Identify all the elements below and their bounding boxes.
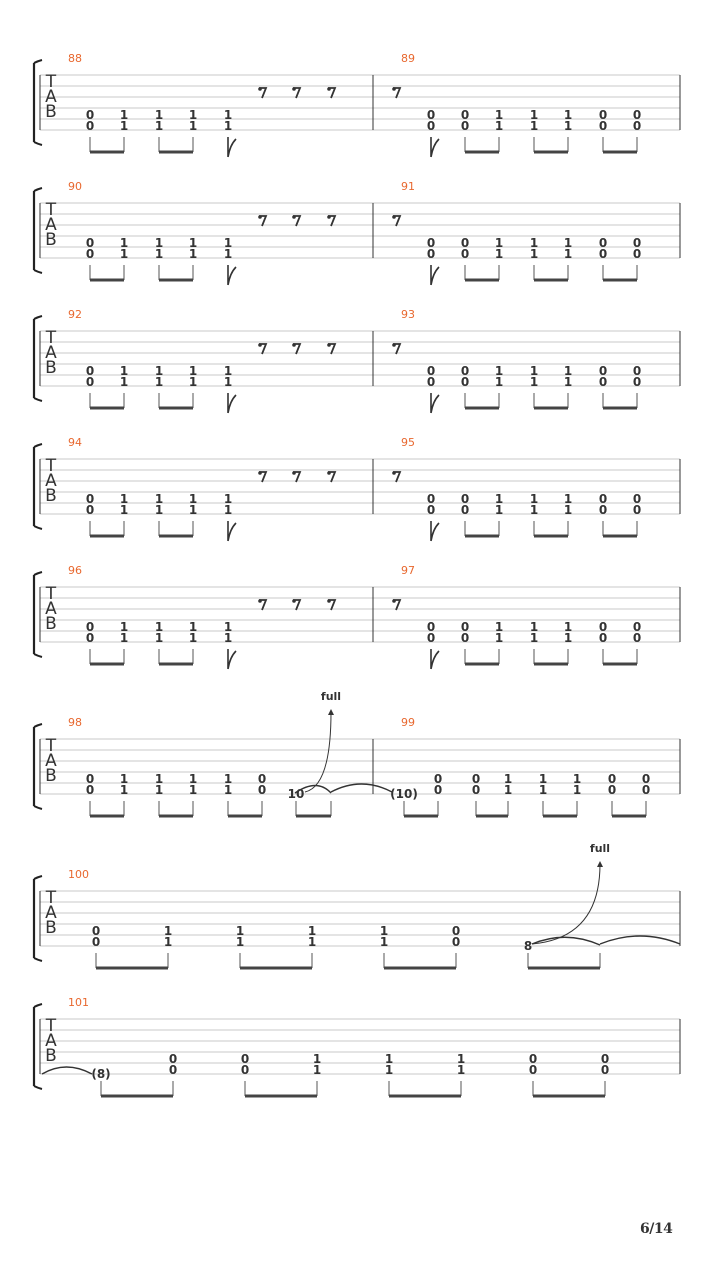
fret-number: 0 (632, 620, 642, 634)
fret-number: 0 (528, 1063, 538, 1077)
fret-number: 1 (119, 119, 129, 133)
fret-number: 0 (598, 247, 608, 261)
fret-number: 1 (529, 364, 539, 378)
bracket-bottom-curl (34, 1086, 42, 1089)
tab-system (34, 308, 680, 413)
fret-number: 1 (494, 108, 504, 122)
fret-number: 0 (433, 772, 443, 786)
measure-number: 97 (401, 564, 415, 577)
fret-number: 1 (563, 119, 573, 133)
fret-number: 0 (240, 1063, 250, 1077)
bracket-top-curl (34, 876, 42, 879)
fret-number: 1 (188, 783, 198, 797)
rest-dot (258, 599, 262, 603)
rest-dot (292, 599, 296, 603)
tab-clef-letter: B (45, 102, 57, 122)
rest-dot (327, 87, 331, 91)
rest-dot (327, 343, 331, 347)
fret-number: 1 (163, 924, 173, 938)
tab-system (34, 180, 680, 285)
tab-system (34, 564, 680, 669)
bracket-bottom-curl (34, 654, 42, 657)
measure-number: 92 (68, 308, 82, 321)
fret-number: 1 (119, 631, 129, 645)
fret-number: 1 (312, 1052, 322, 1066)
fret-number: 0 (460, 631, 470, 645)
fret-number: 1 (538, 772, 548, 786)
fret-number: 1 (119, 772, 129, 786)
measure-number: 88 (68, 52, 82, 65)
fret-number: 1 (154, 772, 164, 786)
fret-number: 1 (563, 631, 573, 645)
measure-number: 99 (401, 716, 415, 729)
fret-number: 1 (154, 503, 164, 517)
note-flag-icon (431, 137, 439, 157)
fret-number: 0 (85, 108, 95, 122)
note-flag-icon (228, 649, 236, 669)
tie-arc (331, 784, 392, 792)
fret-number: 1 (384, 1063, 394, 1077)
fret-number: 1 (119, 620, 129, 634)
tab-clef-letter: A (45, 87, 57, 107)
fret-number: 0 (85, 364, 95, 378)
bend-arrow (532, 864, 600, 944)
fret-number: 1 (188, 631, 198, 645)
tab-clef-letter: A (45, 343, 57, 363)
fret-number: 0 (632, 503, 642, 517)
page-number: 6/14 (640, 1221, 673, 1237)
fret-number: 0 (460, 247, 470, 261)
fret-number: 0 (460, 364, 470, 378)
fret-number: 0 (168, 1063, 178, 1077)
fret-number: 1 (529, 247, 539, 261)
fret-number: 0 (168, 1052, 178, 1066)
fret-number: 0 (257, 783, 267, 797)
tab-clef-letter: T (45, 456, 57, 476)
fret-number: 1 (154, 236, 164, 250)
fret-number: 1 (188, 247, 198, 261)
fret-number: 1 (529, 108, 539, 122)
rest-dot (292, 215, 296, 219)
rest-dot (392, 599, 396, 603)
fret-number: 1 (154, 108, 164, 122)
fret-number: 1 (163, 935, 173, 949)
fret-number: 0 (632, 375, 642, 389)
fret-number: 1 (538, 783, 548, 797)
fret-number: 1 (494, 364, 504, 378)
fret-number: 0 (460, 492, 470, 506)
rest-dot (292, 471, 296, 475)
fret-number: 1 (494, 492, 504, 506)
fret-number: 1 (223, 247, 233, 261)
tab-clef-letter: T (45, 584, 57, 604)
fret-number: 1 (223, 108, 233, 122)
fret-number: 1 (119, 108, 129, 122)
bend-arrow (305, 712, 331, 792)
fret-number: 0 (598, 119, 608, 133)
fret-number: 1 (494, 503, 504, 517)
rest-dot (258, 343, 262, 347)
fret-number: 1 (223, 492, 233, 506)
fret-number: 1 (494, 620, 504, 634)
fret-number: 0 (426, 375, 436, 389)
fret-number: 1 (529, 236, 539, 250)
fret-number: 1 (119, 375, 129, 389)
fret-number: 0 (426, 364, 436, 378)
fret-number: 1 (563, 236, 573, 250)
tab-clef-letter: A (45, 215, 57, 235)
fret-number: 1 (223, 364, 233, 378)
fret-number: 1 (494, 119, 504, 133)
fret-number: 1 (494, 247, 504, 261)
fret-number: 1 (223, 375, 233, 389)
fret-number: 1 (119, 492, 129, 506)
tie-arc (600, 936, 680, 944)
tie-arc (532, 937, 600, 945)
fret-number: 0 (600, 1052, 610, 1066)
fret-number: 0 (257, 772, 267, 786)
fret-number: 1 (563, 247, 573, 261)
fret-number: 1 (503, 783, 513, 797)
tab-clef-letter: A (45, 903, 57, 923)
fret-number: 1 (494, 631, 504, 645)
fret-number: 1 (503, 772, 513, 786)
bracket-top-curl (34, 188, 42, 191)
tab-clef-letter: B (45, 486, 57, 506)
note-flag-icon (228, 393, 236, 413)
bracket-bottom-curl (34, 142, 42, 145)
rest-dot (327, 599, 331, 603)
fret-number: 1 (529, 119, 539, 133)
measure-number: 90 (68, 180, 82, 193)
fret-number: 0 (632, 247, 642, 261)
fret-number: 0 (460, 119, 470, 133)
fret-number: 1 (223, 620, 233, 634)
bracket-top-curl (34, 572, 42, 575)
fret-number: 0 (471, 772, 481, 786)
fret-number: 0 (632, 119, 642, 133)
bracket-bottom-curl (34, 398, 42, 401)
fret-number: 1 (572, 783, 582, 797)
fret-number: 1 (529, 503, 539, 517)
fret-number: 0 (632, 492, 642, 506)
fret-number: 1 (307, 935, 317, 949)
fret-number: 1 (223, 503, 233, 517)
fret-number: 1 (307, 924, 317, 938)
fret-number: 1 (188, 503, 198, 517)
fret-number: 0 (607, 772, 617, 786)
fret-number: 1 (188, 119, 198, 133)
fret-number: 0 (598, 375, 608, 389)
fret-number: 1 (223, 119, 233, 133)
bracket-bottom-curl (34, 806, 42, 809)
fret-number: 0 (632, 364, 642, 378)
fret-number: 1 (223, 236, 233, 250)
bracket-top-curl (34, 60, 42, 63)
rest-dot (392, 471, 396, 475)
fret-number: 1 (312, 1063, 322, 1077)
tab-clef-letter: B (45, 358, 57, 378)
fret-number: 1 (188, 108, 198, 122)
bend-label: full (320, 690, 342, 703)
fret-number: (8) (91, 1067, 111, 1081)
rest-dot (258, 471, 262, 475)
fret-number: 1 (456, 1052, 466, 1066)
fret-number: 1 (119, 783, 129, 797)
fret-number: 0 (240, 1052, 250, 1066)
fret-number: 1 (563, 620, 573, 634)
fret-number: 0 (460, 375, 470, 389)
fret-number: 0 (460, 236, 470, 250)
bracket-top-curl (34, 316, 42, 319)
fret-number: 1 (188, 364, 198, 378)
fret-number: 1 (379, 924, 389, 938)
fret-number: 1 (529, 492, 539, 506)
fret-number: 0 (433, 783, 443, 797)
fret-number: 0 (426, 247, 436, 261)
rest-dot (392, 215, 396, 219)
fret-number: 1 (529, 631, 539, 645)
fret-number: 0 (426, 492, 436, 506)
fret-number: 8 (523, 939, 533, 953)
rest-dot (392, 343, 396, 347)
fret-number: 0 (426, 620, 436, 634)
fret-number: 10 (287, 787, 305, 801)
fret-number: 1 (119, 236, 129, 250)
tab-clef-letter: T (45, 736, 57, 756)
fret-number: 0 (85, 119, 95, 133)
fret-number: 0 (85, 783, 95, 797)
note-flag-icon (431, 521, 439, 541)
fret-number: 1 (456, 1063, 466, 1077)
fret-number: 1 (563, 492, 573, 506)
measure-number: 94 (68, 436, 82, 449)
fret-number: 0 (85, 375, 95, 389)
tab-system (34, 996, 680, 1096)
fret-number: 1 (563, 364, 573, 378)
fret-number: 0 (85, 247, 95, 261)
fret-number: 0 (641, 772, 651, 786)
fret-number: 1 (188, 375, 198, 389)
bracket-bottom-curl (34, 958, 42, 961)
note-flag-icon (431, 649, 439, 669)
rest-dot (292, 87, 296, 91)
fret-number: 1 (119, 503, 129, 517)
tab-clef-letter: T (45, 200, 57, 220)
fret-number: 0 (426, 108, 436, 122)
fret-number: 1 (529, 375, 539, 389)
note-flag-icon (431, 265, 439, 285)
fret-number: 1 (494, 375, 504, 389)
fret-number: 1 (563, 375, 573, 389)
tab-clef-letter: A (45, 471, 57, 491)
fret-number: 1 (154, 364, 164, 378)
measure-number: 98 (68, 716, 82, 729)
fret-number: 0 (632, 236, 642, 250)
fret-number: 0 (598, 108, 608, 122)
tab-clef-letter: T (45, 72, 57, 92)
tab-clef-letter: B (45, 614, 57, 634)
tab-clef-letter: T (45, 1016, 57, 1036)
note-flag-icon (228, 521, 236, 541)
tab-clef-letter: A (45, 1031, 57, 1051)
fret-number: 0 (451, 924, 461, 938)
measure-number: 101 (68, 996, 89, 1009)
measure-number: 96 (68, 564, 82, 577)
tab-system (34, 436, 680, 541)
bend-label: full (589, 842, 611, 855)
fret-number: 0 (85, 492, 95, 506)
fret-number: 1 (154, 247, 164, 261)
fret-number: 0 (85, 772, 95, 786)
fret-number: 0 (471, 783, 481, 797)
note-flag-icon (431, 393, 439, 413)
fret-number: 0 (426, 119, 436, 133)
fret-number: 1 (154, 631, 164, 645)
fret-number: 1 (235, 924, 245, 938)
tab-clef-letter: T (45, 328, 57, 348)
fret-number: 1 (154, 375, 164, 389)
rest-dot (258, 215, 262, 219)
fret-number: 0 (598, 503, 608, 517)
fret-number: 0 (460, 108, 470, 122)
fret-number: (10) (390, 787, 418, 801)
bracket-top-curl (34, 1004, 42, 1007)
tab-clef-letter: T (45, 888, 57, 908)
fret-number: 0 (460, 620, 470, 634)
fret-number: 0 (85, 503, 95, 517)
note-flag-icon (228, 265, 236, 285)
fret-number: 0 (598, 236, 608, 250)
fret-number: 0 (426, 236, 436, 250)
fret-number: 1 (154, 492, 164, 506)
fret-number: 0 (598, 492, 608, 506)
fret-number: 1 (223, 783, 233, 797)
fret-number: 0 (641, 783, 651, 797)
rest-dot (327, 215, 331, 219)
fret-number: 1 (563, 503, 573, 517)
fret-number: 0 (600, 1063, 610, 1077)
bracket-top-curl (34, 444, 42, 447)
bracket-top-curl (34, 724, 42, 727)
fret-number: 0 (632, 631, 642, 645)
tab-clef-letter: B (45, 230, 57, 250)
fret-number: 1 (188, 236, 198, 250)
tab-clef-letter: B (45, 918, 57, 938)
tab-clef-letter: A (45, 599, 57, 619)
fret-number: 1 (154, 119, 164, 133)
rest-dot (327, 471, 331, 475)
fret-number: 1 (223, 772, 233, 786)
bracket-bottom-curl (34, 270, 42, 273)
measure-number: 95 (401, 436, 415, 449)
tab-clef-letter: B (45, 766, 57, 786)
fret-number: 1 (563, 108, 573, 122)
measure-number: 93 (401, 308, 415, 321)
fret-number: 0 (426, 503, 436, 517)
fret-number: 1 (384, 1052, 394, 1066)
fret-number: 0 (598, 620, 608, 634)
fret-number: 1 (379, 935, 389, 949)
fret-number: 0 (598, 631, 608, 645)
note-flag-icon (228, 137, 236, 157)
fret-number: 0 (607, 783, 617, 797)
fret-number: 0 (460, 503, 470, 517)
tab-system (34, 842, 680, 968)
fret-number: 1 (154, 620, 164, 634)
fret-number: 0 (598, 364, 608, 378)
fret-number: 1 (572, 772, 582, 786)
fret-number: 0 (85, 631, 95, 645)
tie-arc (42, 1067, 92, 1074)
fret-number: 0 (91, 935, 101, 949)
tab-system (34, 52, 680, 157)
fret-number: 1 (154, 783, 164, 797)
fret-number: 1 (223, 631, 233, 645)
fret-number: 0 (632, 108, 642, 122)
fret-number: 0 (451, 935, 461, 949)
fret-number: 0 (426, 631, 436, 645)
rest-dot (292, 343, 296, 347)
fret-number: 1 (494, 236, 504, 250)
measure-number: 100 (68, 868, 89, 881)
fret-number: 1 (235, 935, 245, 949)
measure-number: 91 (401, 180, 415, 193)
rest-dot (258, 87, 262, 91)
fret-number: 1 (188, 620, 198, 634)
fret-number: 1 (529, 620, 539, 634)
fret-number: 1 (119, 364, 129, 378)
tab-clef-letter: A (45, 751, 57, 771)
fret-number: 0 (528, 1052, 538, 1066)
measure-number: 89 (401, 52, 415, 65)
fret-number: 1 (188, 772, 198, 786)
fret-number: 0 (85, 236, 95, 250)
fret-number: 0 (85, 620, 95, 634)
rest-dot (392, 87, 396, 91)
fret-number: 1 (119, 247, 129, 261)
tab-clef-letter: B (45, 1046, 57, 1066)
bracket-bottom-curl (34, 526, 42, 529)
fret-number: 0 (91, 924, 101, 938)
fret-number: 1 (188, 492, 198, 506)
tab-system (34, 690, 680, 816)
